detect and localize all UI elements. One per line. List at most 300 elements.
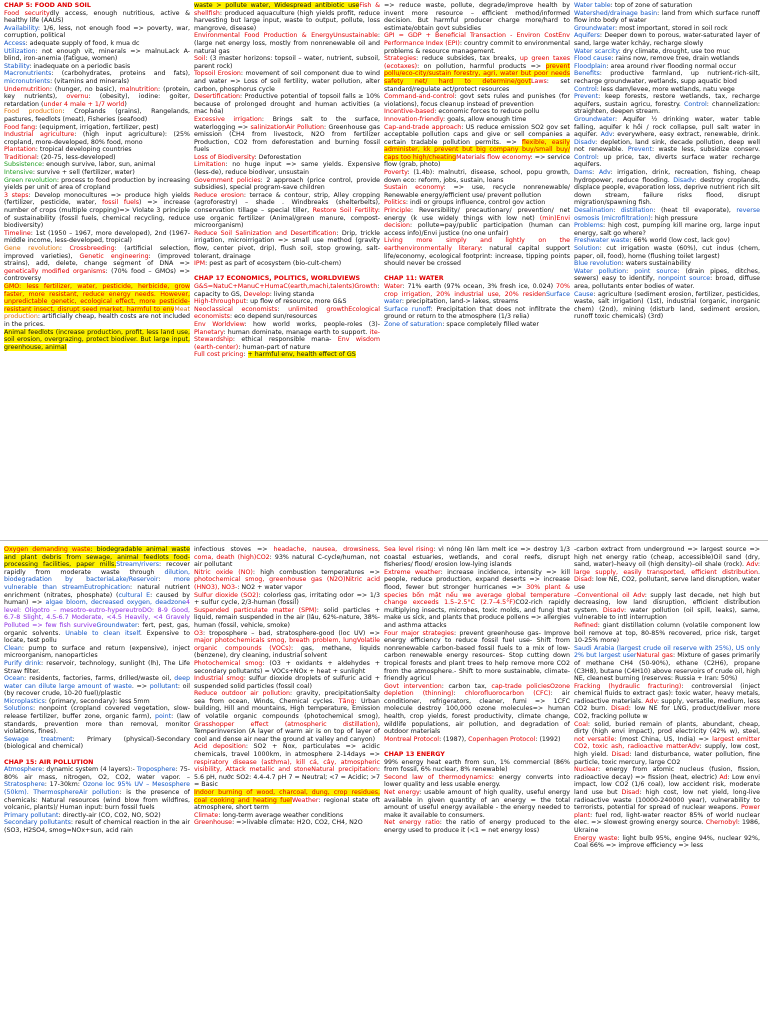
- highlighted-term: Water scarcity: [574, 47, 619, 55]
- highlighted-term: Air pollution: [78, 789, 120, 796]
- highlighted-term: chlorofluorocarbon (CFC): [464, 690, 551, 698]
- note-paragraph: [384, 759, 570, 774]
- note-paragraph: [574, 592, 760, 622]
- note-text: : Brings salt to the surface, waterlogging =>: [194, 115, 380, 131]
- note-text: - Improve energy efficiency to reduce fossil fuel use: [384, 629, 570, 645]
- highlighted-term: Control: [683, 100, 707, 108]
- note-text: :: [243, 351, 248, 359]
- highlighted-term: GMO: less fertilizer, water, pesticide, herbicide, grow faster, more resistant, reduce energy needs. However, unpredictable genetic, ecological effect, more pesticide-resistant insect, disrupt seed market, harmful to env: [4, 282, 190, 313]
- note-text: : produced aquaculture (high yields profit, reduce harvesting but large input, waste to output, pollute, loss mangrove, disease): [194, 9, 380, 32]
- column-4-top: [574, 2, 760, 537]
- note-text: : indi or groups influence, control gov action: [405, 199, 546, 207]
- note-text: : natural capital support life/economy, ecological footprint: increase, tipping points should never be crossed: [384, 245, 570, 268]
- note-text: : (primary, secondary): less 5mm: [44, 697, 150, 705]
- note-text: : prevent greenhouse gas: [453, 629, 539, 637]
- note-paragraph: [4, 705, 190, 735]
- note-paragraph: [194, 298, 380, 306]
- highlighted-term: pollutant: [149, 682, 178, 690]
- note-paragraph: [194, 546, 380, 569]
- note-text: : ethical responsible mana: [232, 336, 330, 344]
- highlighted-term: 4 level: Oligotro – mesotro-eutro-hypereutro: [4, 599, 190, 614]
- note-paragraph: [384, 169, 570, 184]
- note-text: : (1987),: [439, 735, 469, 743]
- highlighted-term: Reduce Soil Salinization and Desertification: [194, 229, 337, 237]
- note-text: : caused by human) =>: [4, 591, 190, 607]
- note-text: CO2-rich rapidly multiplying insects, microbes, toxic molds, and fungi that make us sick, and plants that produce pollens => allergies and asthma attacks: [384, 599, 570, 629]
- highlighted-term: Photochemical smog: [194, 659, 263, 667]
- highlighted-term: Availability: [4, 24, 38, 32]
- note-text: : country commit to environmental problems & resource management.: [384, 39, 570, 55]
- note-paragraph: [194, 630, 380, 660]
- note-text: : waters sustainability: [621, 260, 691, 268]
- note-text: : set standard/regulate act/protect resources: [384, 77, 570, 93]
- highlighted-term: Food fang: [4, 123, 36, 131]
- column-1-top: [4, 2, 190, 537]
- note-text: dly access, enough nutritious, active & healthy life (AAUS): [4, 9, 190, 25]
- note-text: : space completely filled water: [442, 320, 539, 328]
- column-1-bottom: [4, 546, 190, 1022]
- note-text: : 2 approach (price control, provide subsidies), special program-save children: [194, 176, 380, 192]
- note-text: :: [592, 169, 599, 177]
- note-paragraph: [384, 683, 570, 736]
- highlighted-term: 70% crop irrigation, 20% industrial use, 20% residen: [384, 282, 570, 298]
- highlighted-term: Disadv: [673, 176, 695, 184]
- note-text: : no huge input => same yields. Expensive (less-de), reduce biodiver, unsustain: [194, 161, 380, 177]
- note-text: . =>: [131, 682, 150, 690]
- highlighted-term: waste > pollute water, Widespread antibiotic use: [194, 2, 360, 9]
- note-text: : US reduce emission SO2 gov set acceptable pollution caps and give or sell companies a certain tradable pollution permits. =>: [384, 123, 570, 146]
- note-text: 99% energy heat earth from sun, 1% commercial (86% from fossil, 6% nuclear, 8% renewable): [384, 758, 570, 774]
- note-text: : solid particles + liquid, remain suspended in the air (lâu, 62%-nature, 38%-human (fossil, vehicle, smoke): [194, 606, 380, 629]
- note-paragraph: [384, 630, 570, 683]
- note-text: : troposphere – bad, stratosphere-good (loc UV) =>: [202, 629, 380, 637]
- note-text: : eco depend sun/resources: [229, 313, 317, 321]
- note-paragraph: [574, 116, 760, 169]
- column-3-bottom: [384, 546, 570, 1022]
- note-paragraph: [194, 230, 380, 260]
- highlighted-term: Genetic engineering: [79, 252, 149, 260]
- highlighted-term: Greenhouse: [194, 819, 233, 827]
- note-paragraph: [194, 260, 380, 268]
- note-paragraph: [574, 169, 760, 207]
- note-text: : pest as part of ecosystem (bio-cult-chem): [205, 260, 342, 268]
- highlighted-term: salinization: [250, 123, 287, 131]
- highlighted-term: Fish & shellfish: [194, 2, 380, 17]
- section-heading: [384, 751, 570, 759]
- highlighted-term: Innovation-friendly: [384, 115, 444, 123]
- heading-text: CHAP 15: AIR POLLUTION: [4, 758, 94, 766]
- highlighted-term: Chernobyl: [705, 819, 738, 827]
- note-paragraph: [194, 660, 380, 675]
- highlighted-term: Disadv: [574, 138, 596, 146]
- highlighted-term: up green taxes (ecotaxes): [384, 55, 570, 70]
- note-text: : Precipitation that does not infiltrate the ground or return to the atmosphere (1/3 relia): [384, 305, 570, 321]
- note-paragraph: [574, 10, 760, 25]
- highlighted-term: Full cost pricing: [194, 351, 244, 359]
- note-paragraph: [4, 10, 190, 25]
- note-paragraph: [4, 546, 190, 645]
- note-paragraph: [194, 607, 380, 630]
- note-text: : giant distillation column (volatile component low boil remove at top, 80-85% recovered, price risk, target 10-25% more): [574, 621, 760, 645]
- highlighted-term: CO2: [256, 553, 270, 561]
- note-text: : govt sets rules and punishes (for violations), focus cleanup instead of prevention: [384, 93, 570, 108]
- highlighted-term: photochemical smog, greenhouse gas (N2O): [194, 576, 346, 584]
- highlighted-term: Principle: [384, 207, 411, 215]
- note-paragraph: [4, 660, 190, 675]
- highlighted-term: Nitric oxide (NO): [194, 568, 253, 576]
- highlighted-term: Oxygen demanding waste: [4, 546, 91, 553]
- note-text: : carbon tax,: [441, 682, 492, 690]
- note-paragraph: [384, 108, 570, 116]
- note-text: : supply, versatile, medium, less CO2 burn.: [574, 697, 760, 713]
- note-paragraph: [384, 546, 570, 569]
- note-text: : usable amount of high quality, useful energy available in given quantity of an energy = the total amount of useful energy available - the energy needed to make it available to consumers.: [384, 789, 570, 819]
- highlighted-term: Saudi Arabia (largest crude oil reserve with 25%), US only 2% but largest user: [574, 644, 760, 660]
- highlighted-term: Solution: [574, 245, 600, 252]
- note-text: : =>livable climate: H2O, CO2, CH4, N2O: [232, 819, 363, 827]
- note-text: : capacity to GS,: [194, 282, 380, 298]
- highlighted-term: deep water can dilute large amount of waste: [4, 675, 190, 690]
- highlighted-term: Primary pollutant: [4, 811, 59, 819]
- note-text: : Productive potential of topsoil falls ≥ 10% because of prolonged drought and human activities (a mac hóa): [194, 93, 380, 116]
- highlighted-term: Surface runoff: [384, 305, 431, 313]
- note-text: : result of chemical reaction in the air (SO3, H2SO4, smog=NOx+sun, acid rain: [4, 819, 190, 834]
- note-paragraph: [574, 222, 760, 237]
- highlighted-term: Indoor burning of wood, charcoal, dung, crop residues, coal cooking and heating fuel: [194, 789, 380, 804]
- note-text: : high cost, low net yield, long-live radioactive waste (10000-240000 year), vulnerability to terrorists, potential for spread of nuclear weapons.: [574, 789, 760, 812]
- highlighted-term: under 4 male + 1/7 world: [43, 100, 125, 108]
- note-paragraph: [194, 116, 380, 154]
- note-text: : 5.6 pH, nước SO2: 4.4-4.7 pH 7 = Neutral; <7 = Acidic; >7 = Basic: [194, 766, 380, 789]
- note-text: :: [158, 576, 174, 584]
- note-text: : tropical developing countries: [35, 146, 132, 154]
- note-text: : precipitation, land-> lakes, streams: [401, 298, 519, 306]
- highlighted-term: Disadv: [602, 606, 624, 614]
- note-text: Oil sand (dry, sand, water)–heavy oil (high density)–oil shale (rock).: [574, 553, 760, 569]
- note-paragraph: [4, 124, 190, 132]
- note-paragraph: [384, 789, 570, 819]
- note-paragraph: [384, 207, 570, 237]
- highlighted-term: largest emitter CO2, toxic ash, radioactive matter: [574, 735, 760, 751]
- note-text: : 1/6, less, not enough food => poverty, war, corruption, political: [4, 24, 190, 40]
- note-paragraph: [574, 245, 760, 260]
- highlighted-term: Montreal Protocol: [384, 735, 440, 743]
- note-text: infectious stoves =>: [194, 546, 274, 553]
- note-text: : => use, recycle nonrenewable/ Renewable energy/efficient use/ prevent pollution: [384, 184, 570, 199]
- note-text: : Deeper down to porous, water-saturated layer of sand, large water kchảy, recharge slowly: [574, 32, 760, 47]
- note-text: : 1st (1950 – 1967, more developed), 2nd (1967-middle income, less-developed, tropical): [4, 229, 190, 245]
- highlighted-term: IPM: [194, 260, 206, 268]
- heading-text: CHAP 17 ECONOMICS, POLITICS, WORLDVIEWS: [194, 275, 361, 283]
- highlighted-term: Subsistence: [4, 161, 42, 169]
- highlighted-term: Secondary pollutants: [4, 819, 71, 827]
- note-text: : (drain pipes, ditches, sewers) easy to identify,: [574, 267, 760, 283]
- highlighted-term: Living more simply and lightly on the earth: [384, 237, 570, 252]
- highlighted-term: nonpoint source: [658, 275, 711, 283]
- note-text: : economic forces to reduce pollu: [434, 108, 540, 116]
- note-text: : (70% food – GMOs) => controversy: [4, 267, 190, 283]
- note-text: : 71% earth (97% ocean, 3% fresh ice, 0.024): [402, 282, 556, 290]
- highlighted-term: Extreme weather: [384, 568, 441, 576]
- highlighted-term: Neoclassical economists: [194, 305, 278, 313]
- highlighted-term: Access: [4, 39, 26, 47]
- highlighted-term: Ozone loc 95% UV – Mesosphere (50km). Thermosphere: [4, 781, 190, 796]
- note-text: : terrace & contour, strip, Alley cropping (agroforestry) – shade . Windbreaks (shelterbelts), conservation tillage – special tiller,: [194, 191, 380, 215]
- note-paragraph: [4, 86, 190, 109]
- note-text: : high combustion temperatures =>: [252, 568, 380, 576]
- highlighted-term: Reduce outdoor air pollution: [194, 690, 290, 698]
- note-paragraph: [384, 321, 570, 329]
- note-paragraph: [384, 736, 570, 744]
- note-paragraph: [194, 177, 380, 192]
- note-text: : => service flow (grab, photo): [384, 153, 570, 169]
- note-paragraph: [4, 131, 190, 146]
- note-paragraph: [4, 245, 190, 283]
- note-text: : Reversibility/ precautionary/ prevention/ net energy (k use widely things with low net): [384, 207, 570, 222]
- note-text: ): [124, 100, 127, 108]
- note-paragraph: [574, 721, 760, 767]
- note-paragraph: [4, 645, 190, 660]
- highlighted-term: Stability: [4, 62, 30, 70]
- highlighted-term: Climate: [194, 811, 219, 819]
- note-text: : how world works, people-roles (3): [244, 320, 378, 328]
- highlighted-term: Solutions: [4, 705, 33, 713]
- note-paragraph: [4, 736, 190, 751]
- note-text: : 1986, Ukraine: [574, 819, 760, 834]
- highlighted-term: Eutrophication: [84, 583, 130, 591]
- highlighted-term: Troposphere: [136, 766, 176, 774]
- highlighted-term: Net energy ratio: [384, 819, 440, 827]
- note-paragraph: [194, 283, 380, 298]
- note-paragraph: [384, 199, 570, 207]
- note-text: : reservoir, technology, sunlight (lh), The Life Straw filter.: [4, 659, 190, 675]
- note-text: : long-term average weather conditions: [218, 811, 344, 819]
- note-text: : low NE, CO2, pollutant, serve land disruption, water use: [574, 576, 760, 591]
- section-divider: [0, 540, 768, 541]
- note-text: : Mixture of gases primarily of methane CH4 (50-90%), ethane (C2H6), propane (C3H8), butane (C4H10) above reservoirs of crude oil, high NE, cleanest burning (reserves: Russia + Iran: 50%): [574, 652, 760, 683]
- highlighted-term: Groundwater: [574, 115, 615, 123]
- note-paragraph: [4, 675, 190, 698]
- note-text: : (most China, US, India) =>: [614, 735, 713, 743]
- highlighted-term: Utilization: [4, 47, 36, 55]
- highlighted-term: Control: [574, 85, 597, 93]
- note-paragraph: [574, 63, 760, 71]
- highlighted-term: Ozone depletion (thinning): [384, 682, 570, 698]
- highlighted-term: Adv: [687, 743, 700, 751]
- note-paragraph: [574, 93, 760, 116]
- note-paragraph: [194, 32, 380, 55]
- note-text: : (law standards, prevention more than removal, monitor violations, fines).: [4, 713, 190, 736]
- note-paragraph: [574, 766, 760, 834]
- note-paragraph: [4, 766, 190, 812]
- highlighted-term: Restore Soil Fertility: [312, 207, 378, 215]
- note-paragraph: [4, 192, 190, 230]
- highlighted-term: Sea level rising: [384, 546, 434, 553]
- highlighted-term: distillation: [620, 207, 654, 215]
- highlighted-term: Weather: [291, 796, 319, 804]
- note-text: : Croplands (grains), Rangelands, pastures, feedlots (meat), Fisheries (seafood): [4, 108, 190, 123]
- note-text: : less dam/levee, more wetlands, natu vege: [596, 85, 735, 93]
- highlighted-term: Natural precipitation: [311, 766, 378, 774]
- highlighted-term: Ad: [719, 773, 728, 781]
- note-text: : survive + sell (fertilizer, water): [32, 169, 135, 177]
- highlighted-term: 30% plant & species bốn mặt nếu we average global temperature change exceeds 1.5–2.5°C (2.7–4.5°F): [384, 583, 570, 607]
- note-paragraph: [574, 291, 760, 321]
- note-paragraph: [4, 169, 190, 177]
- note-text: :: [453, 690, 465, 698]
- highlighted-term: –Conventional oil Adv: [574, 591, 645, 599]
- note-paragraph: [574, 683, 760, 721]
- note-paragraph: [574, 260, 760, 268]
- highlighted-term: Water: [384, 282, 403, 290]
- note-paragraph: [194, 154, 380, 162]
- highlighted-term: Freshwater waste: [574, 237, 630, 245]
- note-text: : NO2 + water vapor: [237, 583, 303, 591]
- note-paragraph: [4, 154, 190, 162]
- note-text: : use organic fertilizer (Animal/green manure, compost-microorganism): [194, 207, 380, 230]
- highlighted-term: High-throughput: [194, 298, 246, 306]
- note-paragraph: [384, 93, 570, 108]
- note-paragraph: [384, 55, 570, 93]
- highlighted-term: Environmental Food Production & Energy: [194, 32, 334, 40]
- note-text: : Urban building, Hill and mountains, High temperature, Emission of volatile organic compounds (photochemical smog),: [194, 697, 380, 721]
- note-text: : low NE for LNG, product/deliver more CO2, fracking pollute w: [574, 705, 760, 721]
- note-text: : the ratio of energy produced to the energy used to produce it (<1 = net energy loss): [384, 819, 570, 834]
- highlighted-term: Develop: [243, 290, 270, 298]
- highlighted-term: Blue revolution: [574, 260, 622, 268]
- highlighted-term: Microplastics: [4, 697, 45, 705]
- note-text: : destroy croplands, displace people, evaporation loss, deprive nutrient rich silt down stream, failure risks flood, disrupt migration/spawning fish.: [574, 176, 760, 207]
- highlighted-term: headache, nausea, drowsiness, coma, death (high): [194, 546, 380, 561]
- highlighted-term: flexible, easily administer, kk prevent but big company buy/small buy/ caps too high/cheating: [384, 138, 570, 161]
- highlighted-term: Planetary: [194, 328, 224, 336]
- note-text: => Violate 3 principle of sustainability (fossil fuels, chemical recycling, reduce biodiversity): [4, 207, 190, 230]
- note-paragraph: [194, 819, 380, 827]
- note-paragraph: [194, 2, 380, 32]
- highlighted-term: micronutrients: [4, 77, 51, 85]
- highlighted-term: more vulnerable than stream: [4, 576, 190, 591]
- highlighted-term: Crossbreeding: [69, 245, 115, 252]
- highlighted-term: Adv: [598, 169, 611, 177]
- highlighted-term: Tăng: [338, 697, 355, 705]
- highlighted-term: G&S=NatuC+ManuC+HumaC(earth,machi,talents): [194, 282, 355, 290]
- note-paragraph: [4, 230, 190, 245]
- heading-text: CHAP 13 ENERGY: [384, 751, 445, 759]
- note-paragraph: [384, 124, 570, 170]
- note-text: : air conditioner, refrigerators, cleaner, fumi => 1CFC molecule destroy 100,000 ozone molecules: [384, 690, 570, 713]
- highlighted-term: Disad: [611, 705, 629, 713]
- note-paragraph: [194, 812, 380, 820]
- note-paragraph: [4, 698, 190, 706]
- note-text: : keep forests, restore wetlands, tax, recharge aquifers, sustain agricu, forestry.: [574, 93, 760, 108]
- note-text: .: [757, 568, 760, 576]
- note-paragraph: [384, 2, 570, 32]
- highlighted-term: Gene revolution: [4, 245, 60, 252]
- highlighted-term: Envi decision: [384, 214, 570, 230]
- note-text: : SO2 + Nox, particulates => acidic chemicals, travel 1000km, in atmosphere 2-14days =>: [194, 743, 380, 759]
- highlighted-term: Acid deposition: [194, 743, 246, 751]
- highlighted-term: Industrial smog: [194, 675, 244, 683]
- highlighted-term: Government policies: [194, 176, 261, 184]
- note-paragraph: [384, 283, 570, 306]
- note-text: : (large net energy loss, mostly from nonrenewable oil and natural gas: [194, 32, 380, 55]
- highlighted-term: Prevent: [627, 146, 652, 154]
- note-paragraph: [4, 25, 190, 40]
- note-paragraph: [194, 306, 380, 321]
- note-text: : broad, diffuse area, pollutants enter bodies of water.: [574, 275, 760, 290]
- highlighted-term: Topsoil Erosion: [194, 70, 241, 78]
- highlighted-term: Growth: [354, 282, 378, 290]
- note-text: : (1.4b): malnutri, disease, school, popu growth, down eco: reform, jobs, sustain, loans: [384, 169, 570, 184]
- note-paragraph: [194, 321, 380, 351]
- section-heading: [194, 268, 380, 276]
- highlighted-term: Atmosphere: [4, 766, 43, 774]
- note-text: : process to food production by increasing yields per unit of area of cropland: [4, 176, 190, 192]
- highlighted-term: Loss of Biodiversity: [194, 153, 255, 161]
- note-text: . Expensive to locate, test pollu: [4, 629, 190, 645]
- highlighted-term: cap-trade policies: [491, 682, 550, 690]
- note-paragraph: [4, 146, 190, 154]
- note-text: : controversial (inject chemical fluids to extract gas): toxic water, heavy metals, radioactive materials.: [574, 682, 760, 705]
- note-text: => human health, crop yields, forest productivity, climate change, wildlife populations, air pollution, and degradation of outdoor materials: [384, 705, 570, 736]
- note-paragraph: [384, 184, 570, 199]
- highlighted-term: Timeline: [4, 229, 31, 237]
- note-paragraph: [574, 48, 760, 56]
- highlighted-term: Macronutrients: [4, 70, 52, 78]
- highlighted-term: Suspended particulate matter (SPM): [194, 606, 317, 614]
- note-text: -: [377, 320, 380, 328]
- highlighted-term: Lake/Reservoir: [111, 576, 159, 584]
- note-paragraph: [574, 622, 760, 645]
- note-text: : cut irrigation waste (60%), cut indus (chem, paper, oil, food), home (flushing toilet largest): [574, 245, 760, 260]
- highlighted-term: Meat production: [4, 305, 190, 321]
- column-2-bottom: [194, 546, 380, 1022]
- note-text: : agriculture (sediment erosion, fertilizer, pesticides, waste, salt irrigation) (1st), industrial (organic, inorganic chem) (2nd), mining (disturb land, sediment erosion, runoff toxic chemicals) (3rd): [574, 290, 760, 321]
- note-paragraph: [574, 32, 760, 47]
- note-text: : (heat til evaporate),: [653, 207, 737, 215]
- note-text: : rains now, remove tree, drain wetlands: [611, 55, 740, 63]
- note-paragraph: [4, 812, 190, 820]
- note-text: -: [329, 336, 338, 344]
- highlighted-term: Aquifers: [574, 32, 600, 40]
- highlighted-term: 3 steps: [4, 191, 29, 199]
- highlighted-term: Industrial agriculture: [4, 131, 75, 139]
- highlighted-term: ite-Stewardship: [194, 328, 380, 344]
- highlighted-term: Prevent: [574, 93, 599, 101]
- highlighted-term: Politics: [384, 199, 406, 207]
- highlighted-term: Materials flow economy: [456, 153, 531, 161]
- highlighted-term: Disad: [611, 751, 630, 759]
- highlighted-term: Sustain economy: [384, 184, 444, 192]
- note-text: : Aquifer ½ drinking water, water table falling, aquifer k hồi / rock collapse, pull salt water in aquifer.: [574, 115, 760, 139]
- highlighted-term: Adv: [600, 131, 613, 139]
- highlighted-term: Govt intervention: [384, 682, 442, 690]
- note-text: : productive farmland, up nutrient-rich-silt, recharge groundwater, wetlands, supp aquatic biod: [574, 70, 760, 85]
- highlighted-term: Natural gas: [636, 652, 673, 660]
- highlighted-term: Second law of thermodynamics: [384, 773, 492, 781]
- note-text: : natural nutrient enrichment (nitrates, phosphate) (: [4, 583, 190, 599]
- note-text: : 93% natural C-cycle/human, not air pollutant: [194, 553, 380, 569]
- highlighted-term: Food production: [4, 108, 63, 116]
- note-text: : (1992): [535, 735, 561, 743]
- highlighted-term: Undernutrition: [4, 85, 50, 93]
- highlighted-term: not versatile: [574, 735, 615, 743]
- note-text: : 75-80% air mass, nitrogen, O2, CO2, water vapor. –: [4, 766, 190, 781]
- note-text: : inadequate on a periodic basis: [29, 62, 131, 70]
- note-text: : fert, pest, gas, organic solvents.: [4, 621, 190, 637]
- highlighted-term: Incentive-based: [384, 108, 435, 116]
- note-text: : goals, allow enough time: [443, 115, 527, 123]
